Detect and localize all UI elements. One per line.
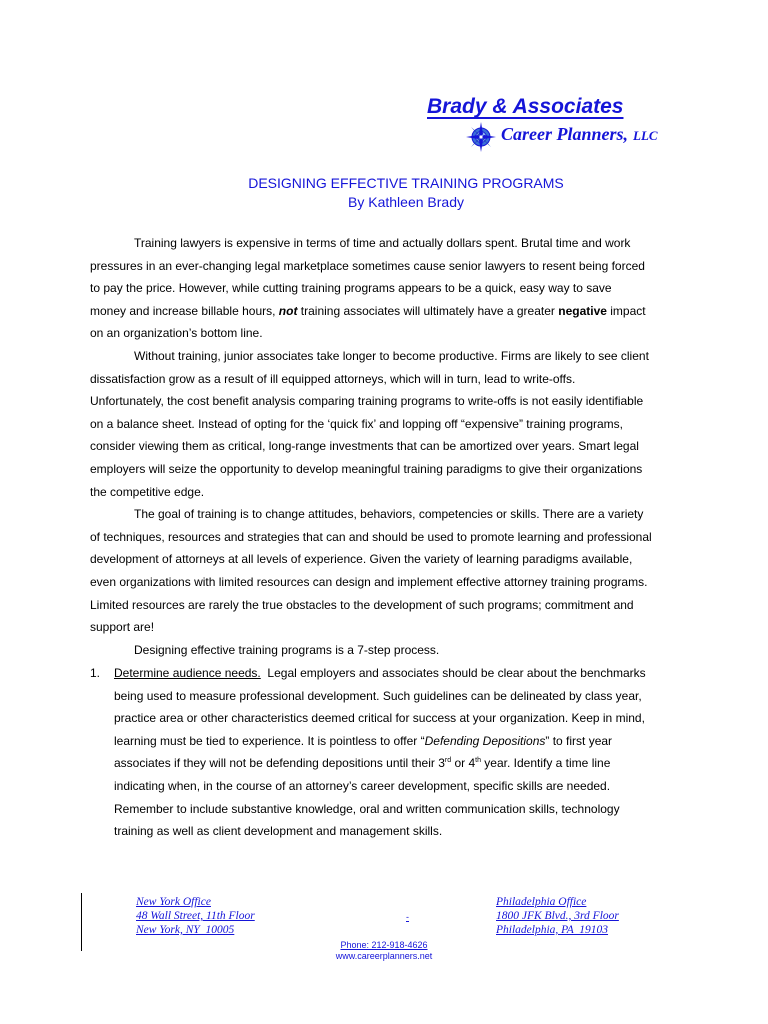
body-line: even organizations with limited resources can design and implement effective attorney training programs.	[90, 574, 648, 589]
list-line: practice area or other characteristics deemed critical for success at your organization. Keep in mind,	[114, 711, 645, 726]
footer-separator: -	[406, 912, 409, 922]
philadelphia-address	[496, 895, 619, 937]
phone-number: Phone: 212-918-4626	[340, 940, 428, 950]
body-line: on an organization’s bottom line.	[90, 326, 263, 341]
office-city: New York, NY 10005	[136, 924, 235, 936]
letterhead-logo	[427, 94, 677, 154]
brand-tagline: Career Planners, LLC	[501, 124, 658, 144]
emphasis-negative: negative	[558, 303, 607, 318]
brand-llc: LLC	[633, 128, 658, 143]
body-line: employers will seize the opportunity to develop meaningful training paradigms to give their organizations	[90, 461, 643, 476]
office-title: Philadelphia Office	[496, 896, 587, 908]
list-line: Remember to include substantive knowledge, oral and written communication skills, technology	[114, 801, 620, 816]
list-heading: Determine audience needs.	[114, 666, 261, 680]
emphasis-not: not	[278, 303, 298, 318]
list-line: Determine audience needs. Legal employers and associates should be clear about the benchmarks	[114, 666, 646, 680]
body-line: of techniques, resources and strategies that can and should be used to promote learning and professional	[90, 529, 652, 544]
office-street: 1800 JFK Blvd., 3rd Floor	[496, 910, 619, 922]
body-line: money and increase billable hours, not training associates will ultimately have a greater negative impact	[90, 303, 646, 318]
website-link[interactable]: www.careerplanners.net	[335, 951, 433, 961]
body-line: Without training, junior associates take longer to become productive. Firms are likely to see client	[134, 348, 649, 363]
list-line: being used to measure professional development. Such guidelines can be delineated by class year,	[114, 688, 642, 703]
compass-star-icon	[466, 122, 496, 152]
body-line: Unfortunately, the cost benefit analysis comparing training programs to write-offs is not easily identifiable	[90, 394, 644, 409]
body-line: Training lawyers is expensive in terms of time and actually dollars spent. Brutal time and work	[134, 236, 631, 250]
body-line: dissatisfaction grow as a result of ill equipped attorneys, which will in turn, lead to write-offs.	[90, 371, 576, 386]
body-line: support are!	[90, 620, 155, 635]
italic-title: Defending Depositions	[424, 733, 546, 748]
brand-name: Brady & Associates	[427, 95, 624, 118]
list-line: indicating when, in the course of an attorney’s career development, specific skills are needed.	[114, 778, 611, 793]
body-line: Limited resources are rarely the true obstacles to the development of such programs; commitment and	[90, 597, 634, 612]
body-line: to pay the price. However, while cutting training programs appears to be a quick, easy way to save	[90, 281, 612, 296]
office-street: 48 Wall Street, 11th Floor	[136, 910, 255, 922]
title-line: DESIGNING EFFECTIVE TRAINING PROGRAMS	[248, 175, 564, 191]
body-line: on a balance sheet. Instead of opting for the ‘quick fix’ and lopping off “expensive” training programs,	[90, 416, 623, 431]
body-line: pressures in an ever-changing legal marketplace sometimes cause senior lawyers to resent being forced	[90, 258, 645, 273]
body-line: consider viewing them as critical, long-range investments that can be amortized over years. Smart legal	[90, 439, 639, 454]
list-line: training as well as client development and management skills.	[114, 824, 443, 839]
body-line: the competitive edge.	[90, 484, 205, 499]
body-line: The goal of training is to change attitudes, behaviors, competencies or skills. There are a variety	[134, 507, 644, 522]
list-line: associates if they will not be defending depositions until their 3rd or 4th year. Identify a time line	[114, 756, 611, 771]
new-york-address	[136, 895, 255, 937]
article-body	[90, 232, 690, 661]
document-title	[0, 174, 768, 212]
author-line: By Kathleen Brady	[348, 194, 464, 210]
office-title: New York Office	[136, 896, 211, 908]
office-city: Philadelphia, PA 19103	[496, 924, 609, 936]
body-line: development of attorneys at all levels of experience. Given the variety of learning paradigms available,	[90, 552, 633, 567]
body-line: Designing effective training programs is a 7-step process.	[134, 642, 440, 657]
list-line: learning must be tied to experience. It is pointless to offer “Defending Depositions” to first year	[114, 733, 613, 748]
list-number: 1.	[90, 666, 101, 680]
numbered-list-item	[90, 662, 690, 843]
footer-contact	[0, 940, 768, 962]
